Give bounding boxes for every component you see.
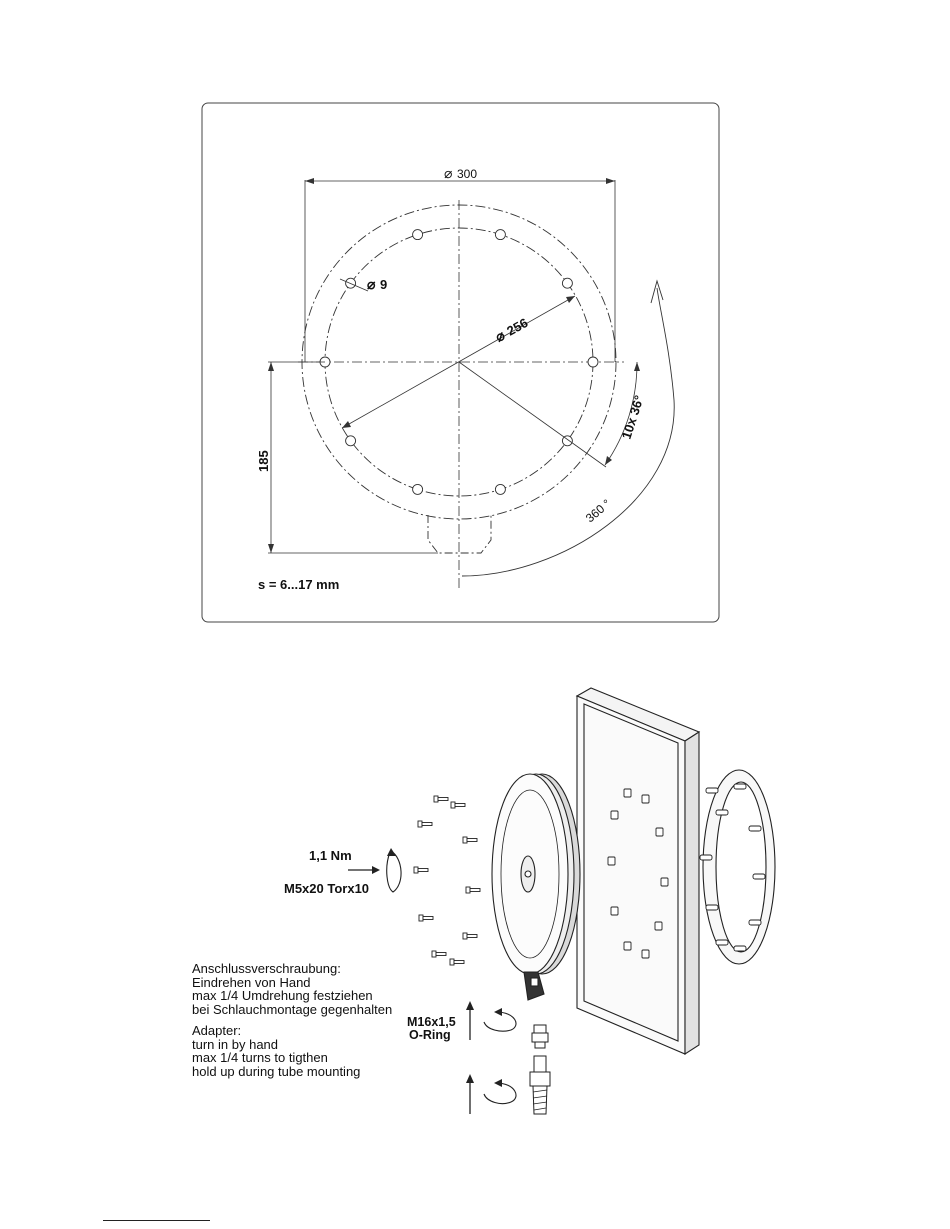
screw-label: M5x20 Torx10: [284, 881, 370, 896]
diameter-symbol-9: ⌀: [367, 276, 376, 292]
bolt-hole: [495, 484, 505, 494]
bolt-hole: [413, 230, 423, 240]
screw: [418, 821, 432, 827]
screw: [450, 959, 464, 965]
screw: [434, 796, 448, 802]
hose-fitting: [530, 1056, 550, 1114]
assembly-note-english: Adapter: turn in by hand max 1/4 turns to tigthen hold up during tube mounting: [192, 1023, 361, 1079]
bolt-hole: [588, 357, 598, 367]
assembly-note-german: Anschlussverschraubung: Eindrehen von Hand max 1/4 Umdrehung festziehen bei Schlauchmontage gegenhalten: [192, 961, 393, 1017]
wall-plate: [577, 688, 699, 1054]
thickness-label: s = 6...17 mm: [258, 577, 340, 592]
adapter-fitting: [532, 1025, 548, 1048]
bolt-hole: [562, 278, 572, 288]
rotation-label: 360 °: [582, 496, 614, 526]
screw: [432, 951, 446, 957]
height-label: 185: [256, 450, 271, 472]
screw: [463, 837, 477, 843]
thread-label: M16x1,5: [407, 1015, 456, 1029]
front-flange: [492, 774, 580, 1000]
fitting-rotation-icon: [484, 1083, 516, 1104]
screw: [463, 933, 477, 939]
torque-label: 1,1 Nm: [309, 848, 352, 863]
screw: [451, 802, 465, 808]
clamping-ring: [703, 770, 775, 964]
bolt-hole: [495, 230, 505, 240]
footer-rule: [103, 1220, 210, 1221]
hole-diameter-label: 9: [380, 277, 388, 292]
dimension-300-label: 300: [457, 167, 478, 181]
torque-rotation-icon: [387, 851, 401, 892]
bolt-hole: [413, 484, 423, 494]
seal-label: O-Ring: [409, 1028, 451, 1042]
screw: [419, 915, 433, 921]
screw: [466, 887, 480, 893]
division-label: 10x 36°: [618, 393, 647, 441]
nozzle-outline: [428, 515, 491, 553]
bolt-hole: [346, 436, 356, 446]
screws: [414, 796, 480, 965]
rotation-arrow-head: [651, 281, 663, 303]
diameter-symbol-256: ⌀: [492, 326, 508, 345]
dimension-256-label: 256: [504, 314, 531, 339]
diameter-symbol-300: ⌀: [444, 165, 453, 181]
screw: [414, 867, 428, 873]
